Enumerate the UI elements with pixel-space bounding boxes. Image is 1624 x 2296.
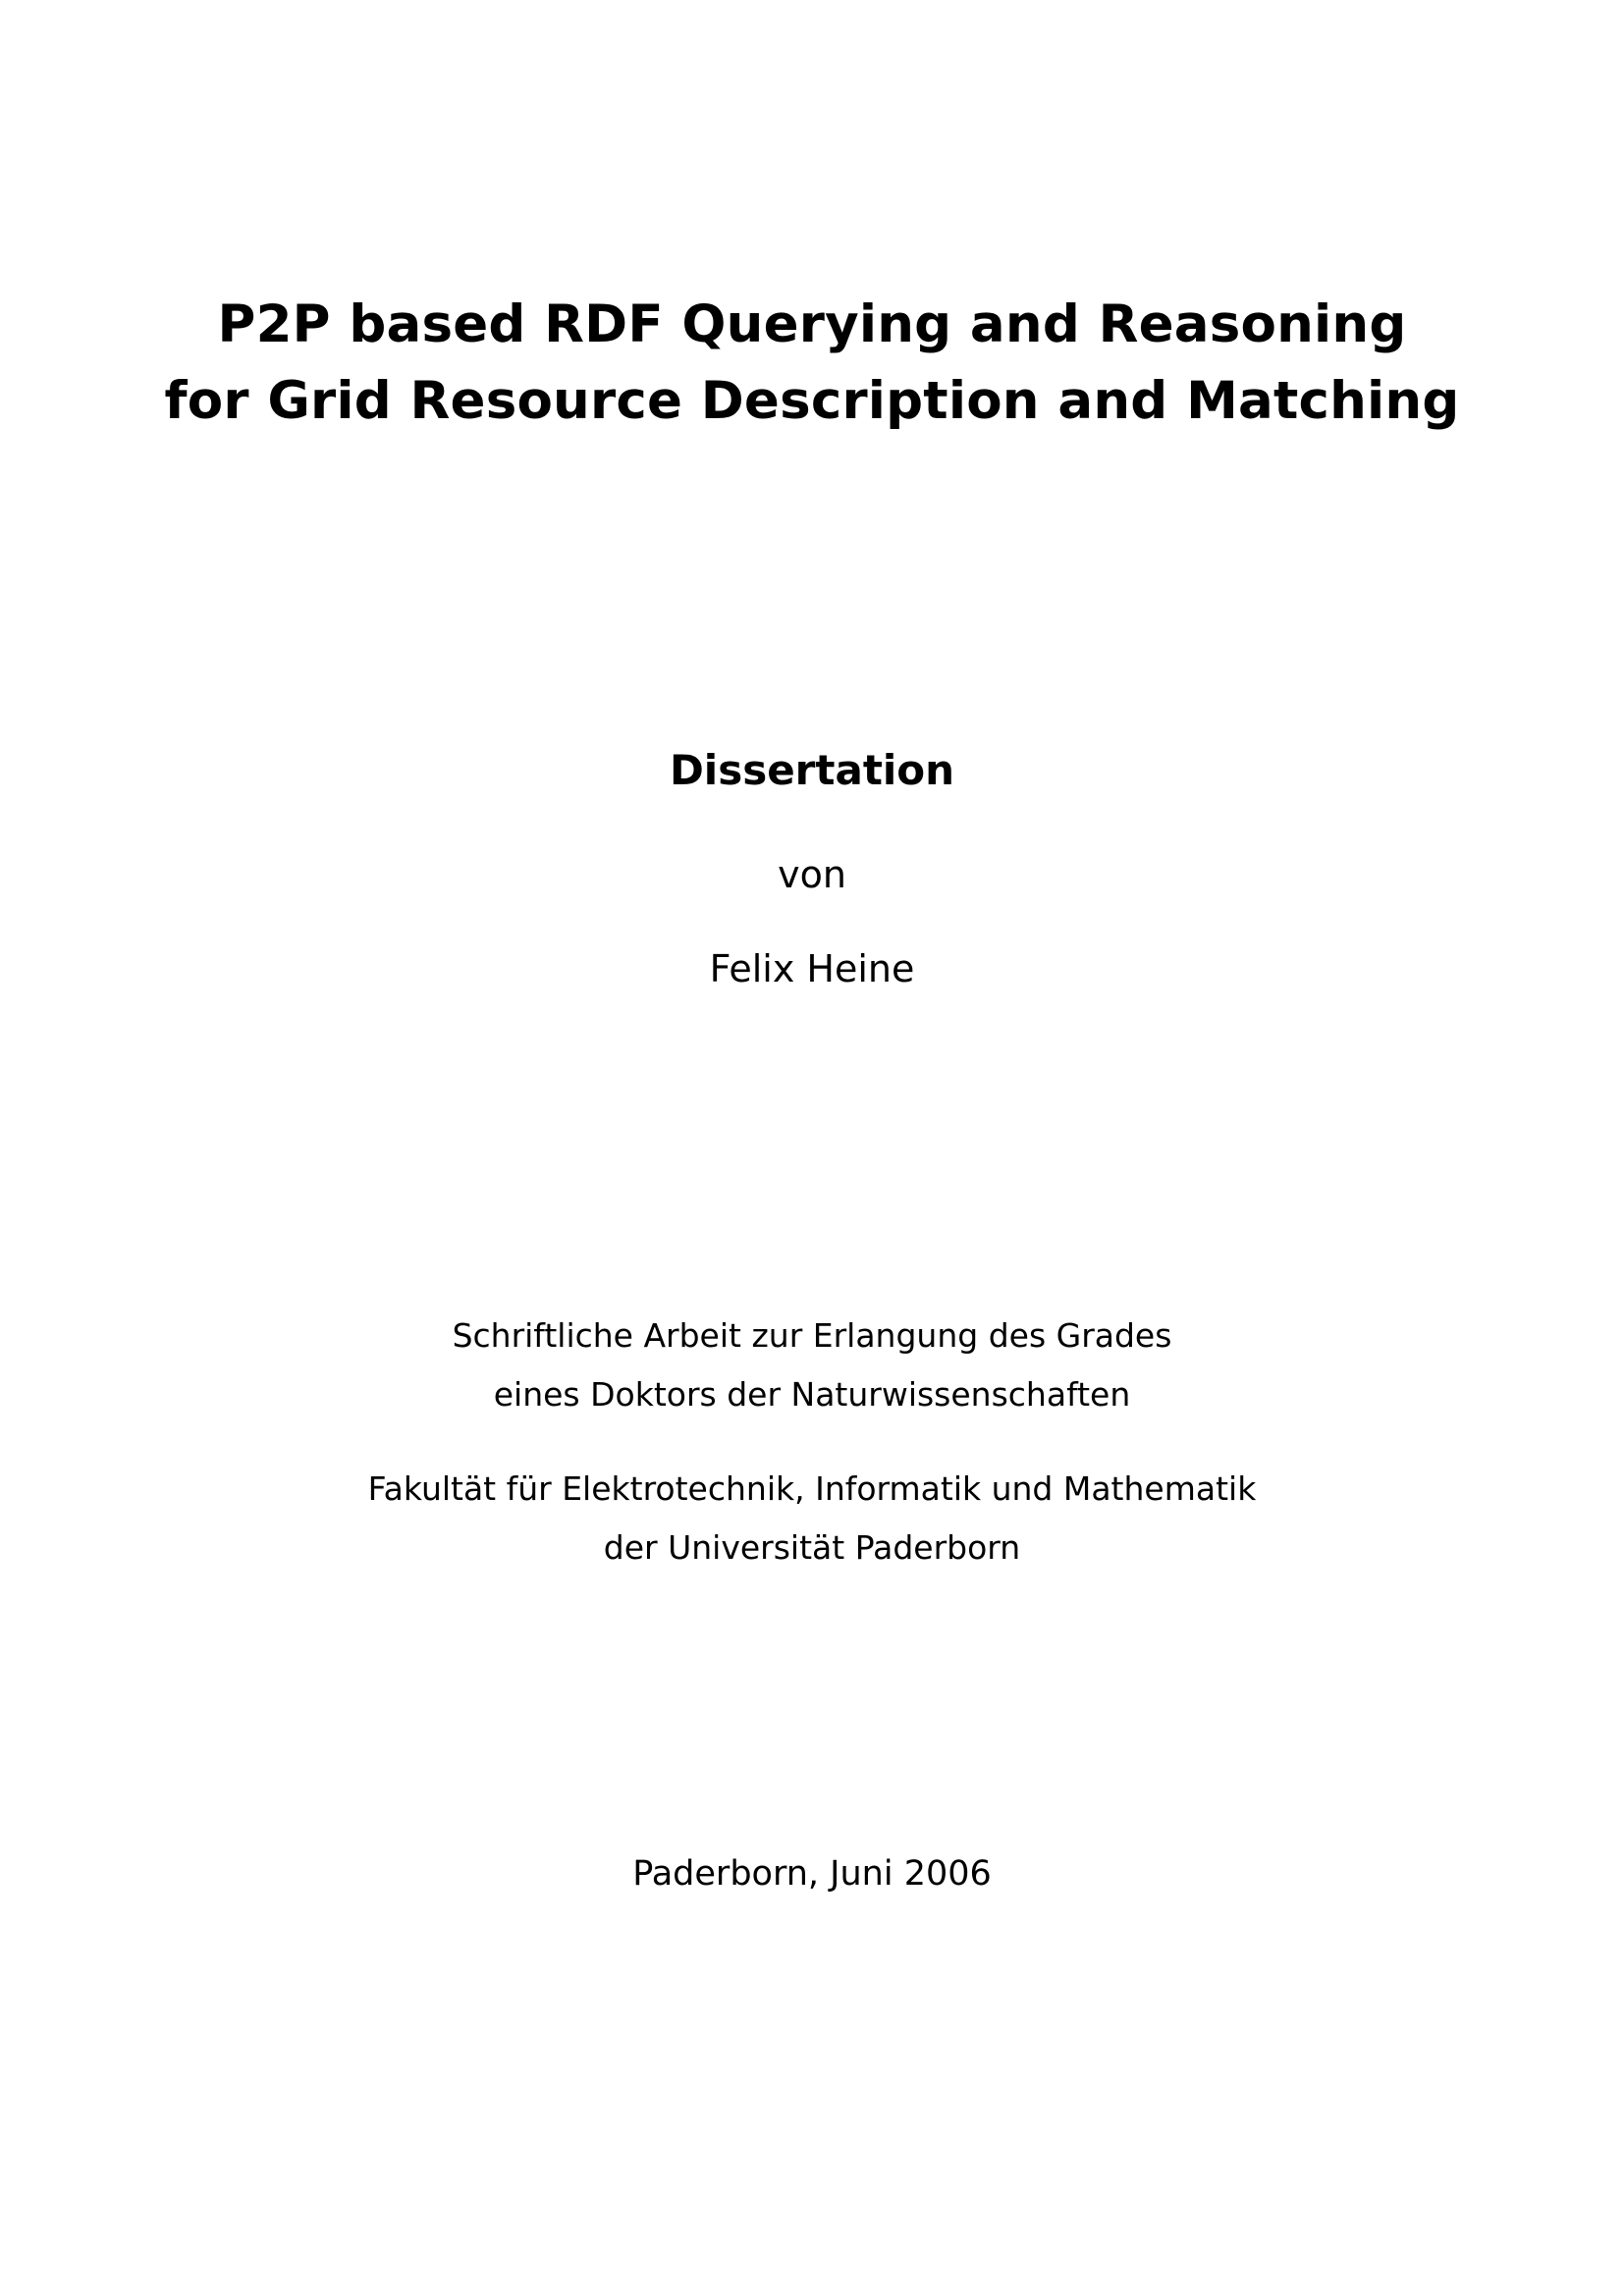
author-name: Felix Heine [709, 947, 915, 990]
faculty-line-1: Fakultät für Elektrotechnik, Informatik und Mathematik [367, 1469, 1257, 1508]
purpose-line-2: eines Doktors der Naturwissenschaften [493, 1375, 1131, 1414]
faculty-line-2: der Universität Paderborn [603, 1528, 1021, 1567]
faculty [0, 1460, 1624, 1577]
degree-type: Dissertation [669, 746, 955, 794]
title-line-1: P2P based RDF Querying and Reasoning [217, 294, 1407, 354]
title-line-2: for Grid Resource Description and Matching [164, 371, 1460, 431]
dissertation-title [0, 287, 1624, 440]
degree-purpose [0, 1307, 1624, 1424]
by-label: von [778, 853, 846, 896]
place-and-date: Paderborn, Juni 2006 [632, 1854, 992, 1894]
purpose-line-1: Schriftliche Arbeit zur Erlangung des Grades [452, 1316, 1172, 1355]
